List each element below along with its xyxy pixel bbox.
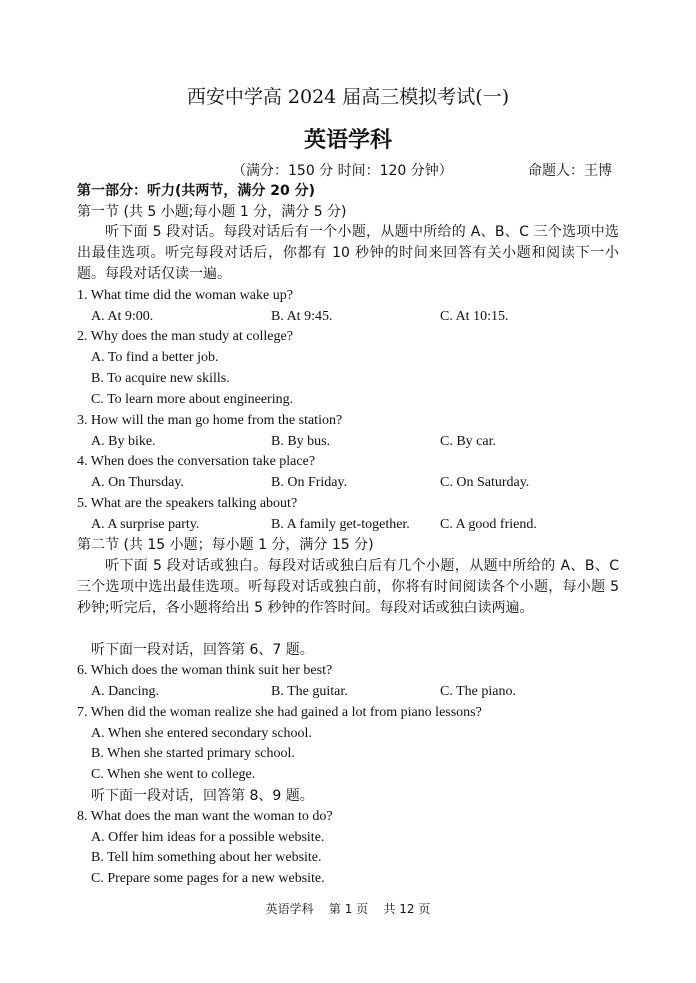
question-3: 3. How will the man go home from the station? (77, 413, 343, 428)
question-4: 4. When does the conversation take place? (77, 454, 316, 469)
page-footer (0, 900, 696, 918)
question-5-option-c: C. A good friend. (440, 517, 537, 532)
note-q6-7: 听下面一段对话，回答第 6、7 题。 (91, 642, 314, 658)
question-2-option-b: B. To acquire new skills. (91, 371, 230, 386)
note-q8-9: 听下面一段对话，回答第 8、9 题。 (91, 788, 314, 804)
question-2: 2. Why does the man study at college? (77, 329, 293, 344)
question-5-option-b: B. A family get-together. (271, 517, 410, 532)
question-3-option-b: B. By bus. (271, 434, 331, 449)
question-7-option-c: C. When she went to college. (91, 767, 256, 782)
question-1: 1. What time did the woman wake up? (77, 288, 293, 303)
question-8-option-c: C. Prepare some pages for a new website. (91, 871, 325, 886)
question-3-option-a: A. By bike. (91, 434, 156, 449)
question-7: 7. When did the woman realize she had gained a lot from piano lessons? (77, 705, 482, 720)
footer-page-number: 第 1 页 (328, 902, 369, 916)
section2-heading: 第二节 (共 15 小题；每小题 1 分，满分 15 分) (77, 537, 374, 553)
question-6: 6. Which does the woman think suit her best? (77, 663, 333, 678)
question-8: 8. What does the man want the woman to do? (77, 809, 333, 824)
question-4-option-a: A. On Thursday. (91, 475, 184, 490)
question-5: 5. What are the speakers talking about? (77, 496, 298, 511)
question-1-option-c: C. At 10:15. (440, 309, 509, 324)
exam-meta: （满分：150 分 时间：120 分钟） (232, 163, 453, 179)
subject-title: 英语学科 (303, 127, 392, 153)
question-4-option-b: B. On Friday. (271, 475, 348, 490)
question-6-option-c: C. The piano. (440, 684, 516, 699)
exam-title: 西安中学高 2024 届高三模拟考试(一) (186, 86, 510, 108)
question-6-option-b: B. The guitar. (271, 684, 348, 699)
question-7-option-b: B. When she started primary school. (91, 746, 295, 761)
question-8-option-b: B. Tell him something about her website. (91, 850, 322, 865)
exam-author: 命题人：王博 (528, 163, 612, 179)
question-1-option-b: B. At 9:45. (271, 309, 333, 324)
question-4-option-c: C. On Saturday. (440, 475, 530, 490)
question-2-option-c: C. To learn more about engineering. (91, 392, 294, 407)
question-7-option-a: A. When she entered secondary school. (91, 726, 312, 741)
footer-subject: 英语学科 (265, 902, 314, 916)
section1-heading: 第一节 (共 5 小题;每小题 1 分，满分 5 分) (77, 204, 347, 220)
question-2-option-a: A. To find a better job. (91, 350, 219, 365)
section1-instructions: 听下面 5 段对话。每段对话后有一个小题，从题中所给的 A、B、C 三个选项中选出最佳选项。听完每段对话后，你都有 10 秒钟的时间来回答有关小题和阅读下一小题。每段对话仅读一遍。 (77, 224, 619, 282)
part1-heading: 第一部分：听力(共两节，满分 20 分) (77, 183, 316, 199)
question-3-option-c: C. By car. (440, 434, 496, 449)
question-1-option-a: A. At 9:00. (91, 309, 154, 324)
question-5-option-a: A. A surprise party. (91, 517, 200, 532)
question-6-option-a: A. Dancing. (91, 684, 160, 699)
footer-total-pages: 共 12 页 (383, 902, 431, 916)
section2-instructions: 听下面 5 段对话或独白。每段对话或独白后有几个小题，从题中所给的 A、B、C 三个选项中选出最佳选项。听每段对话或独白前，你将有时间阅读各个小题，每小题 5 秒钟;听完后，各小题将给出 5 秒钟的作答时间。每段对话或独白读两遍。 (77, 558, 619, 616)
question-8-option-a: A. Offer him ideas for a possible website. (91, 830, 325, 845)
